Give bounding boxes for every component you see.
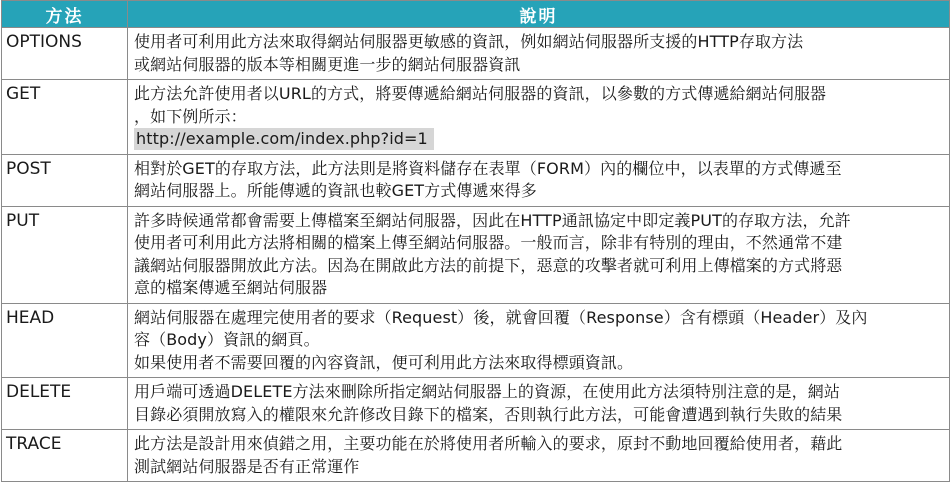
description-line: 使用者可利用此方法來取得網站伺服器更敏感的資訊，例如網站伺服器所支援的HTTP存取方法	[134, 32, 804, 51]
description-line: 許多時候通常都會需要上傳檔案至網站伺服器，因此在HTTP通訊協定中即定義PUT的存取方法，允許	[134, 210, 851, 230]
method-description	[128, 303, 950, 378]
description-line: 網站伺服器上。所能傳遞的資訊也較GET方式傳遞來得多	[134, 181, 537, 200]
method-description	[128, 206, 950, 303]
description-line: 議網站伺服器開放此方法。因為在開啟此方法的前提下，惡意的攻擊者就可利用上傳檔案的方式將惡	[134, 255, 843, 275]
description-line: 用戶端可透過DELETE方法來刪除所指定網站伺服器上的資源，在使用此方法須特別注意的是，網站	[134, 382, 840, 401]
table-row	[2, 28, 950, 80]
method-column-header: 方法	[2, 1, 128, 28]
method-name: GET	[2, 80, 128, 155]
table-header-row	[2, 1, 950, 28]
description-line: 意的檔案傳遞至網站伺服器	[134, 278, 328, 297]
description-line: 或網站伺服器的版本等相關更進一步的網站伺服器資訊	[134, 54, 521, 74]
method-name: OPTIONS	[2, 28, 128, 80]
method-name: POST	[2, 154, 128, 206]
description-line: 相對於GET的存取方法，此方法則是將資料儲存在表單（FORM）內的欄位中，以表單的方式傳遞至	[134, 158, 842, 178]
description-line: 如果使用者不需要回覆的內容資訊，便可利用此方法來取得標頭資訊。	[134, 352, 634, 372]
method-name: HEAD	[2, 303, 128, 378]
method-description	[128, 154, 950, 206]
method-description	[128, 378, 950, 430]
http-methods-table	[1, 0, 950, 482]
method-description	[128, 430, 950, 482]
table-row	[2, 378, 950, 430]
table-row	[2, 206, 950, 303]
description-line: 使用者可利用此方法將相關的檔案上傳至網站伺服器。一般而言，除非有特別的理由，不然通常不建	[134, 233, 843, 252]
table-row	[2, 303, 950, 378]
description-column-header: 說明	[128, 1, 950, 28]
method-name: DELETE	[2, 378, 128, 430]
method-name: TRACE	[2, 430, 128, 482]
table-row	[2, 80, 950, 155]
table-row	[2, 154, 950, 206]
description-line: 此方法允許使用者以URL的方式，將要傳遞給網站伺服器的資訊，以參數的方式傳遞給網站伺服器	[134, 84, 827, 103]
method-name: PUT	[2, 206, 128, 303]
example-url-code: http://example.com/index.php?id=1	[134, 128, 434, 150]
description-line: 此方法是設計用來偵錯之用，主要功能在於將使用者所輸入的要求，原封不動地回覆給使用者，藉此	[134, 434, 843, 453]
description-line: 測試網站伺服器是否有正常運作	[134, 456, 360, 476]
description-line: 網站伺服器在處理完使用者的要求（Request）後，就會回覆（Response）含有標頭（Header）及內	[134, 307, 868, 327]
description-line: 目錄必須開放寫入的權限來允許修改目錄下的檔案，否則執行此方法，可能會遭遇到執行失敗的結果	[134, 404, 843, 424]
description-line: 容（Body）資訊的網頁。	[134, 330, 320, 349]
description-line: ，如下例所示：	[134, 106, 247, 126]
method-description	[128, 28, 950, 80]
method-description	[128, 80, 950, 155]
table-row	[2, 430, 950, 482]
